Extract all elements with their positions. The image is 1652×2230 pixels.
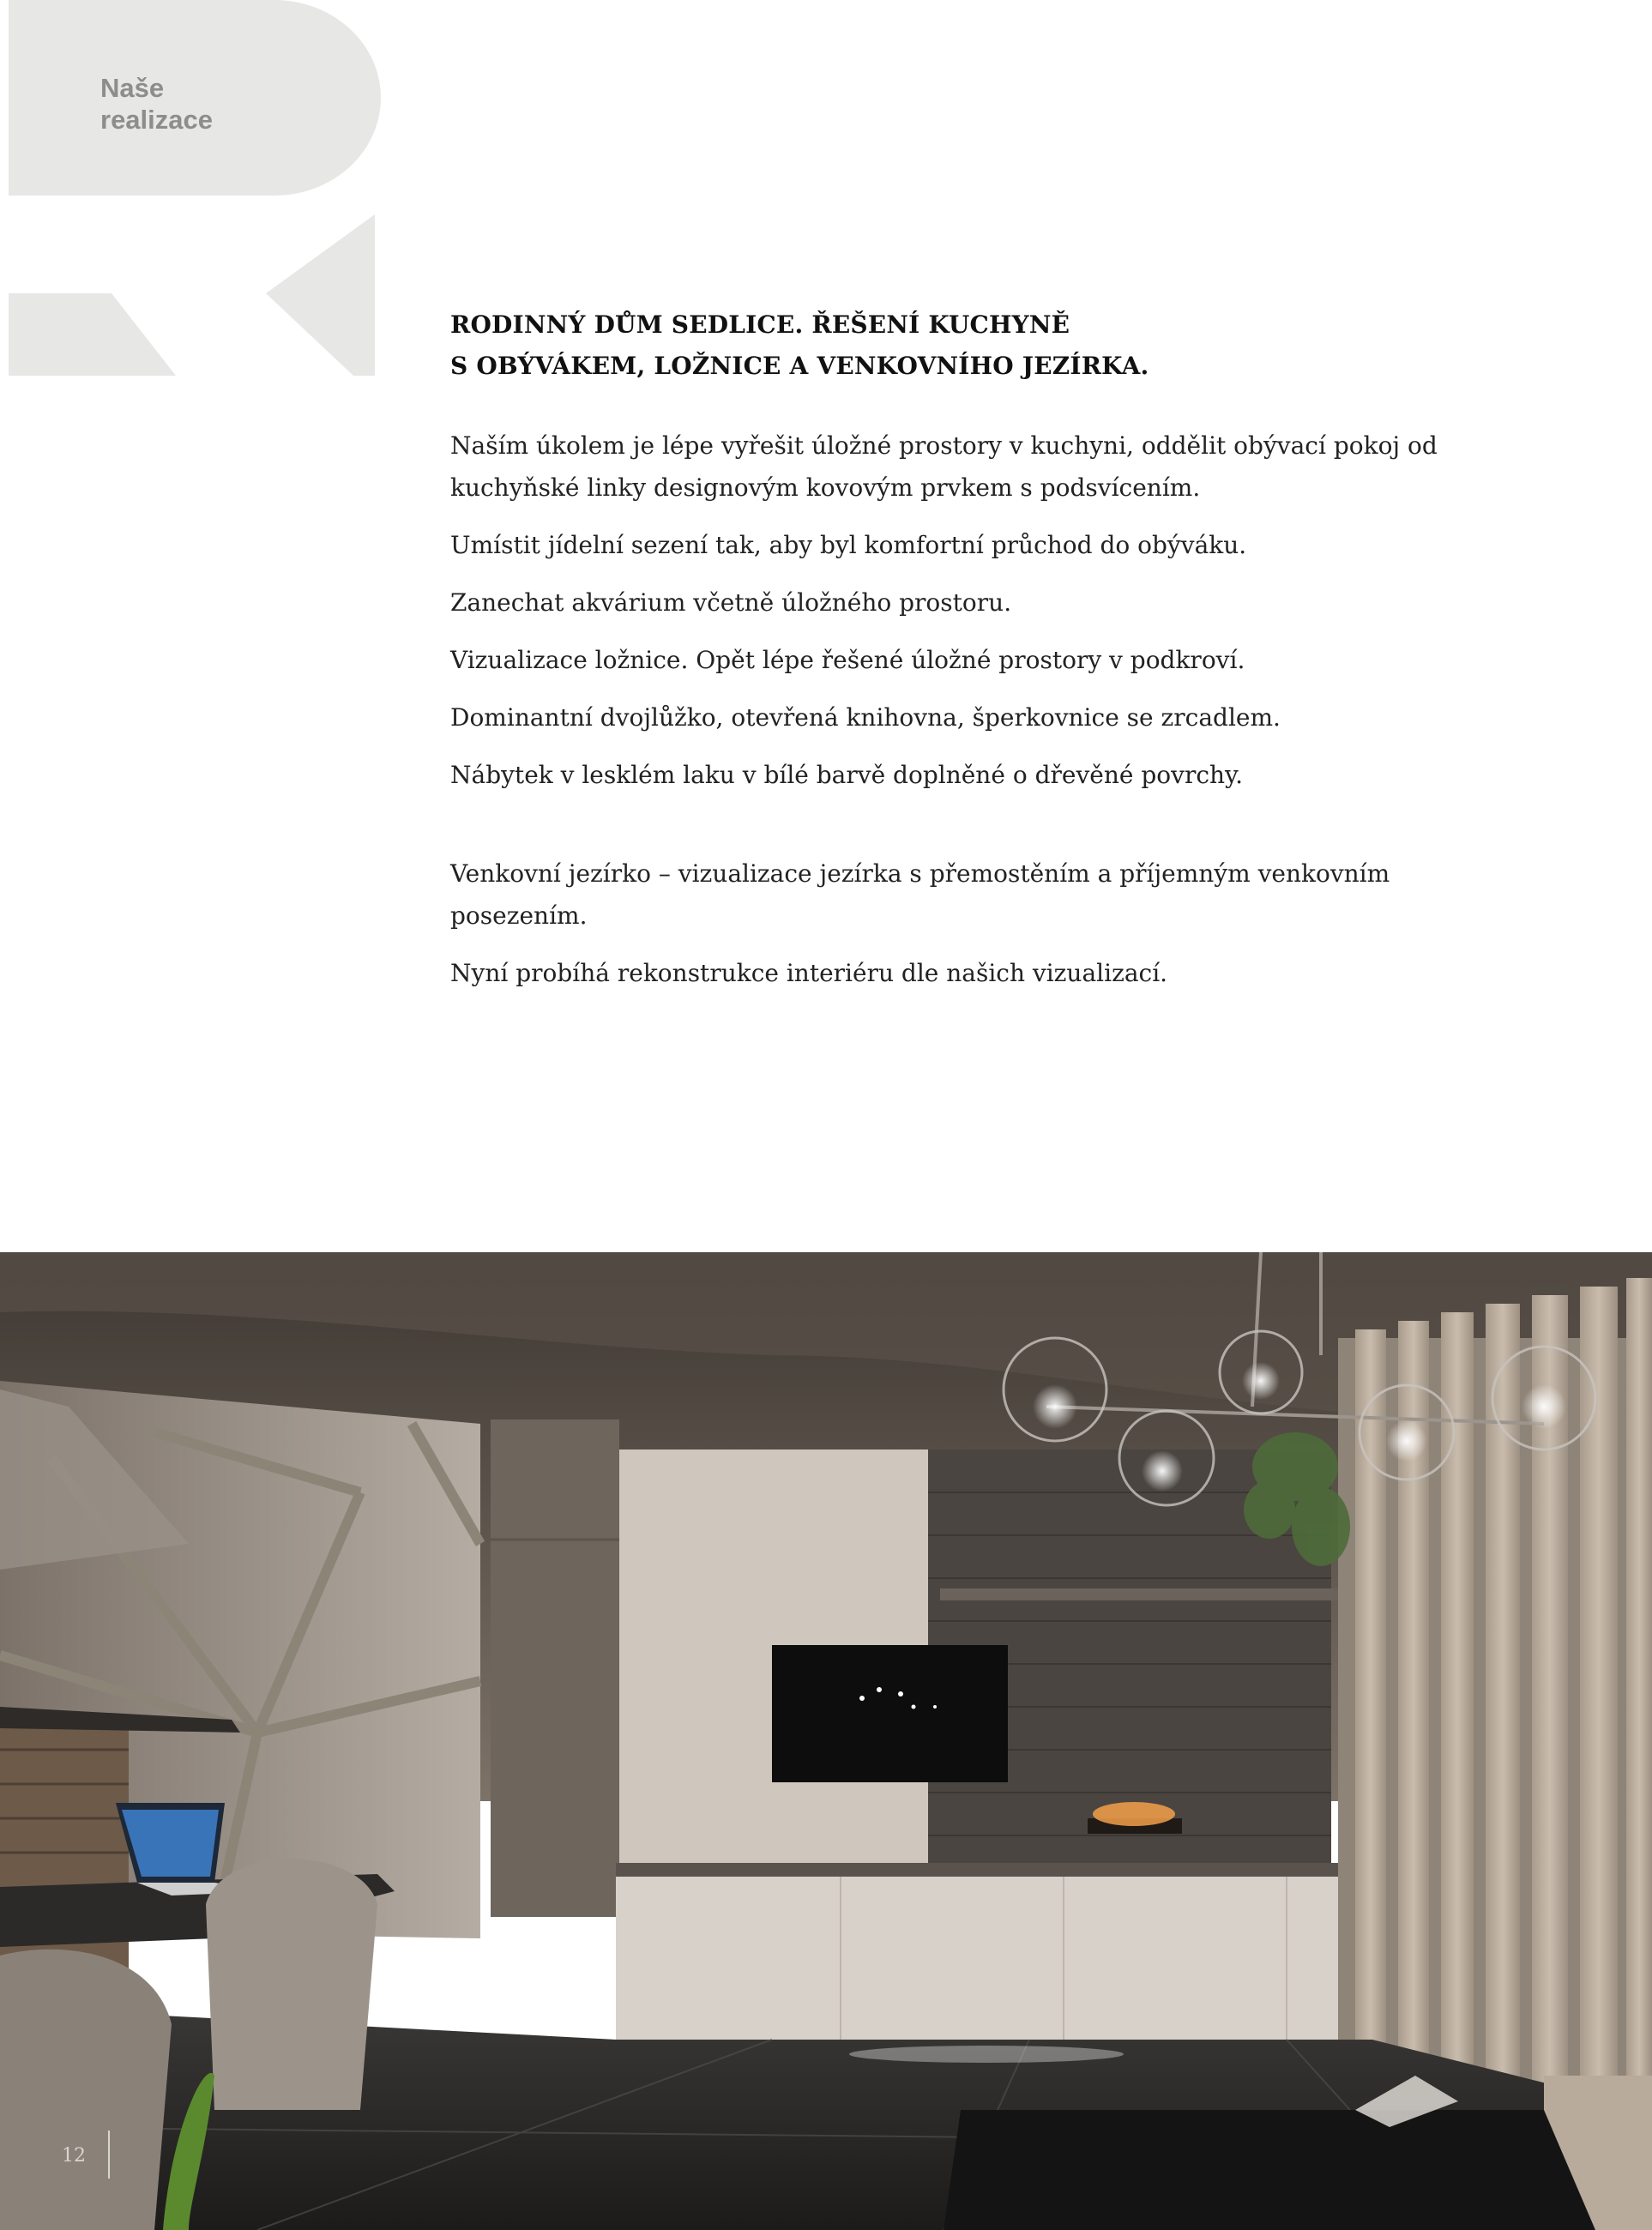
paragraph: Dominantní dvojlůžko, otevřená knihovna, šperkovnice se zrcadlem. xyxy=(450,703,1281,732)
page-number-divider xyxy=(108,2131,110,2179)
decorative-r-diagonal xyxy=(266,214,375,376)
headline-line2: S OBÝVÁKEM, LOŽNICE A VENKOVNÍHO JEZÍRKA. xyxy=(450,352,1149,380)
section-label-line1: Naše xyxy=(100,73,165,103)
decorative-r-mark xyxy=(0,0,395,382)
paragraph: Umístit jídelní sezení tak, aby byl komfortní průchod do obýváku. xyxy=(450,531,1247,559)
article-headline xyxy=(450,304,1480,387)
paragraph: Nábytek v lesklém laku v bílé barvě doplněné o dřevěné povrchy. xyxy=(450,761,1244,789)
page-number: 12 xyxy=(62,2145,86,2167)
decorative-r-leg xyxy=(9,293,176,376)
section-label-line2: realizace xyxy=(100,105,213,135)
paragraph: Nyní probíhá rekonstrukce interiéru dle našich vizualizací. xyxy=(450,959,1168,987)
article xyxy=(450,304,1480,1010)
headline-line1: RODINNÝ DŮM SEDLICE. ŘEŠENÍ KUCHYNĚ xyxy=(450,310,1070,339)
paragraph: Venkovní jezírko – vizualizace jezírka s přemostěním a příjemným venkovním posezením. xyxy=(450,859,1390,930)
paragraph: Vizualizace ložnice. Opět lépe řešené úložné prostory v podkroví. xyxy=(450,646,1245,674)
paragraph: Zanechat akvárium včetně úložného prostoru. xyxy=(450,588,1012,617)
section-label xyxy=(100,72,213,136)
interior-visualization-image xyxy=(0,1252,1652,2230)
paragraph: Naším úkolem je lépe vyřešit úložné prostory v kuchyni, oddělit obývací pokoj od kuchyňské linky designovým kovovým prvkem s podsvícením. xyxy=(450,431,1438,502)
